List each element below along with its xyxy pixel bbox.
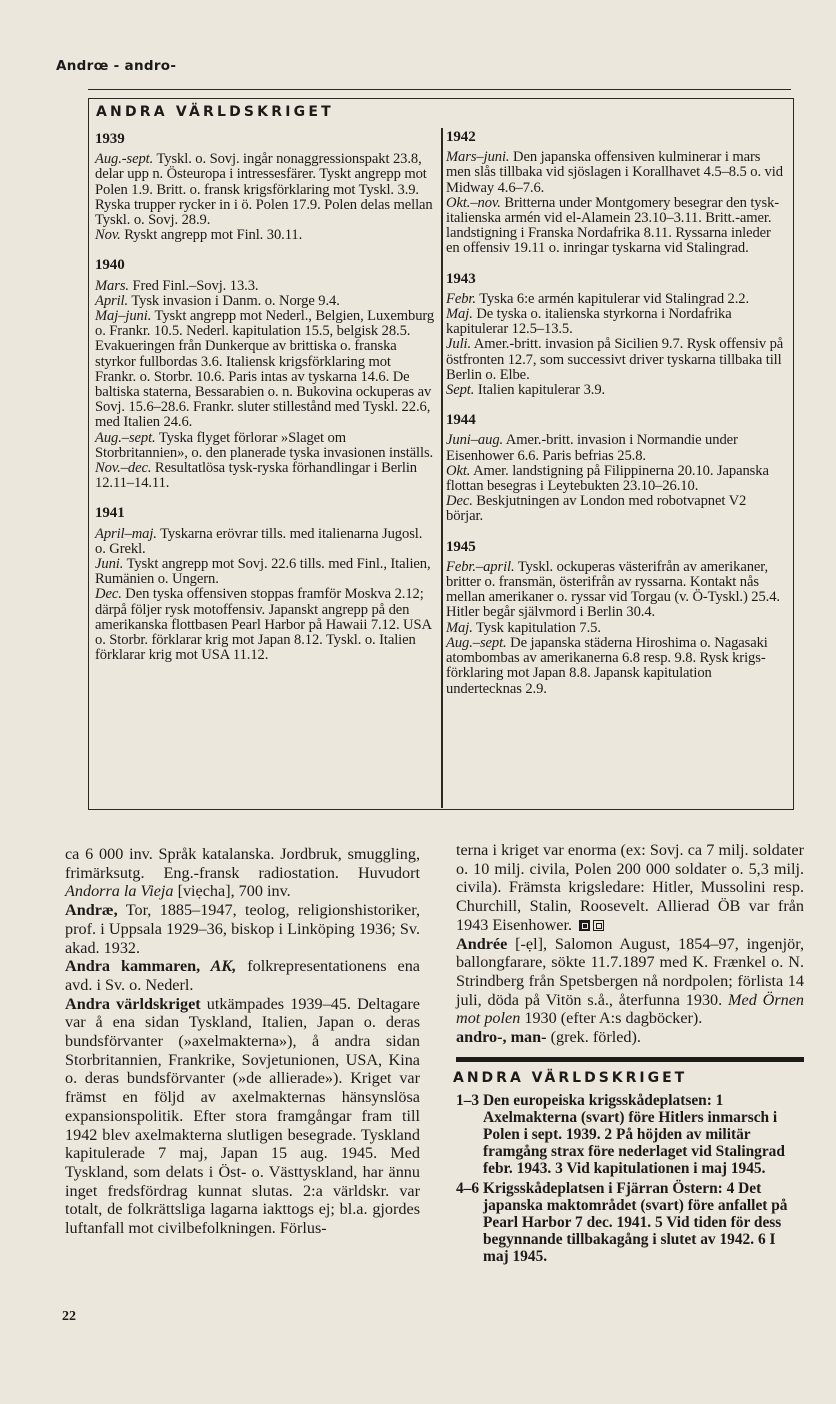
timeline-entry: [95, 294, 435, 309]
entry-andro: andro-, man- (grek. förled).: [456, 1028, 641, 1047]
timeline-entry: [446, 383, 784, 398]
timeline-entry: [446, 636, 784, 697]
timeline-event-text: Amer. landstigning på Filippinerna 20.10. Japanska flottan besegras i Leytebukten 23.10–26.10.: [446, 462, 769, 495]
timeline-entry: [95, 527, 435, 557]
timeline-entry: [446, 464, 784, 494]
year-gap: [446, 398, 784, 413]
timeline-event-text: Italien kapitulerar 3.9.: [474, 382, 606, 399]
timeline-period-label: Nov.: [95, 227, 121, 244]
timeline-period-label: Febr.: [446, 290, 476, 307]
timeline-period-label: Maj.: [446, 619, 473, 636]
timeline-event-text: De tyska o. italienska styrkorna i Nordafrika kapitulerar 12.5–13.5.: [446, 306, 732, 338]
timeline-event-text: Beskjutningen av London med robotvapnet V2 börjar.: [446, 493, 747, 525]
headword: Andra världskriget: [65, 994, 201, 1013]
timeline-period-label: Aug.–sept.: [95, 429, 156, 446]
timeline-period-label: Okt.: [446, 462, 471, 479]
timeline-entry: [95, 152, 435, 228]
year-gap: [95, 243, 435, 258]
timeline-event-text: Tyska flyget förlorar »Slaget om Storbritannien», o. den planerade tyska invasionen inställs.: [95, 429, 434, 461]
caption-rule: [456, 1057, 804, 1062]
article-right-column: [453, 841, 804, 1269]
timeline-event-text: Amer.-britt. invasion i Normandie under Eisenhower 6.6. Paris befrias 25.8.: [446, 432, 738, 464]
timeline-entry: [446, 196, 784, 257]
timeline-event-text: Resultatlösa tysk-ryska förhandlingar i Berlin 12.11–14.11.: [95, 460, 418, 492]
timeline-entry: [95, 587, 435, 663]
entry-andra-varldskriget-continued: terna i kriget var enorma (ex: Sovj. ca 7 milj. soldater o. 10 milj. civila, Polen 200 000 soldater o. 5,3 milj. civila). Främsta krigsledare: Hitler, Mussolini resp. Churchill, Stalin, Roosevelt. Allierad ÖB var från 1943 Eisenhower.: [456, 841, 804, 934]
timeline-event-text: Tysk invasion i Danm. o. Norge 9.4.: [128, 292, 340, 309]
running-head: Andrœ - andro-: [56, 58, 177, 74]
timeline-year: 1942: [446, 129, 476, 145]
entry-andree: Andrée [-ẹl], Salomon August, 1854–97, ingenjör, ballongfarare, sökte 11.7.1897 med K. Frænkel o. N. Strindberg från Spetsbergen nå nordpolen; förlista 14 juli, döda på Vitön s.å., återfunna 1930. Med Örnen mot polen 1930 (efter A:s dagböcker).: [456, 934, 804, 1028]
article-left-column: [65, 845, 420, 1238]
timeline-period-label: Nov.–dec.: [95, 460, 152, 477]
header-rule: [88, 89, 791, 90]
timeline-right-column: [446, 130, 784, 697]
timeline-title: ANDRA VÄRLDSKRIGET: [96, 104, 334, 120]
timeline-event-text: Fred Finl.–Sovj. 13.3.: [128, 277, 259, 294]
timeline-entry: [95, 461, 435, 491]
timeline-entry: [446, 560, 784, 621]
timeline-period-label: Dec.: [446, 493, 473, 510]
year-gap: [446, 525, 784, 540]
andorra-continuation: ca 6 000 inv. Språk katalanska. Jordbruk, smuggling, frimärksutg. Eng.-fransk radiostation. Huvudort Andorra la Vieja [viẹcha], 700 inv.: [65, 845, 420, 901]
timeline-entry: [95, 557, 435, 587]
timeline-year: 1944: [446, 412, 476, 429]
timeline-entry: [95, 228, 435, 243]
timeline-event-text: Britterna under Montgomery besegrar den tysk-italienska armén vid el-Alamein 23.10–3.11. Britt.-amer. landstigning i Franska Nordafrika 8.11. Ryssarna inleder en offensiv 19.11 o. inringar tyskarna vid Stalingrad.: [446, 194, 780, 257]
timeline-period-label: April–maj.: [95, 525, 157, 542]
timeline-column-divider: [441, 128, 443, 808]
timeline-event-text: Den japanska offensiven kulminerar i mars men slås tillbaka vid sjöslagen i Korallhavet 4.5–8.5 o. vid Midway 4.6–7.6.: [446, 149, 783, 196]
timeline-entry: [95, 309, 435, 431]
timeline-period-label: Maj–juni.: [95, 308, 152, 325]
timeline-period-label: Febr.–april.: [446, 558, 515, 575]
timeline-period-label: Juni.: [95, 556, 124, 573]
timeline-event-text: Tysk kapitulation 7.5.: [472, 619, 601, 636]
timeline-event-text: Tyskt angrepp mot Sovj. 22.6 tills. med Finl., Italien, Rumänien o. Ungern.: [95, 556, 431, 588]
timeline-left-column: [95, 132, 435, 664]
timeline-period-label: Sept.: [446, 382, 475, 399]
timeline-period-label: April.: [95, 292, 129, 309]
timeline-entry: [95, 431, 435, 461]
timeline-event-text: Tyskarna erövrar tills. med italienarna Jugosl. o. Grekl.: [95, 525, 423, 557]
entry-andra-kammaren: Andra kammaren, AK, folkrepresentationens ena avd. i Sv. o. Nederl.: [65, 957, 420, 994]
timeline-entry: [446, 494, 784, 524]
timeline-entry: [446, 307, 784, 337]
timeline-year: 1943: [446, 270, 476, 287]
headword: andro-, man-: [456, 1028, 547, 1047]
timeline-event-text: Den tyska offensiven stoppas framför Moskva 2.12; därpå följer rysk motoffensiv. Japanskt angrepp på den amerikanska flottbasen Pearl Harbor på Hawaii 7.12. USA o. Storbr. förklarar krig mot Japan 8.12. Tyskl. o. Italien förklarar krig mot USA 11.12.: [95, 586, 432, 664]
entry-andra-varldskriget: Andra världskriget utkämpades 1939–45. Deltagare var å ena sidan Tyskland, Italien, Japan o. deras bundsförvanter (»axelmakterna»), å andra sidan Storbritannien, Frankrike, Sovjetunionen, USA, Kina o. deras bundsförvanter (»de allierade»). Kriget var främst en följd av axelmakternas hänsynslösa expansionspolitik. Efter stora framgångar fram till 1942 blev axelmakterna slutligen besegrade. Tyskland kapitulerade 7 maj, Japan 15 aug. 1945. Med Tyskland, som delats i Öst- o. Västtyskland, har ännu inget fredsfördrag kunnat slutas. 2:a världskr. var totalt, de folkrättsliga lagarna iakttogs ej; bl.a. gjordes luftanfall mot civilbefolkningen. Förlus-: [65, 994, 420, 1238]
timeline-event-text: Ryskt angrepp mot Finl. 30.11.: [120, 227, 303, 244]
headword: Andra kammaren,: [65, 957, 201, 976]
entry-andrae: Andræ, Tor, 1885–1947, teolog, religionshistoriker, prof. i Uppsala 1929–36, biskop i Linköping 1936; Sv. akad. 1932.: [65, 901, 420, 957]
timeline-entry: [446, 621, 784, 636]
timeline-period-label: Aug.-sept.: [95, 151, 154, 168]
timeline-period-label: Aug.–sept.: [446, 634, 507, 651]
timeline-entry: [446, 433, 784, 463]
caption-maps-1-3: 1–3 Den europeiska krigsskådeplatsen: 1 Axelmakterna (svart) före Hitlers inmarsch i Polen i sept. 1939. 2 På höjden av militär framgång strax före nederlaget vid Stalingrad febr. 1943. 3 Vid kapitulationen i maj 1945.: [456, 1092, 785, 1177]
map-reference-icon: [579, 920, 590, 931]
year-gap: [446, 257, 784, 272]
timeline-period-label: Juli.: [446, 336, 472, 353]
timeline-year: 1945: [446, 538, 476, 555]
timeline-period-label: Dec.: [95, 586, 122, 603]
timeline-period-label: Juni–aug.: [446, 432, 504, 449]
timeline-period-label: Okt.–nov.: [446, 194, 501, 211]
page-number: 22: [62, 1309, 76, 1324]
headword: Andrée: [456, 934, 508, 953]
timeline-event-text: Tyska 6:e armén kapitulerar vid Stalingrad 2.2.: [475, 290, 750, 307]
timeline-year: 1940: [95, 257, 125, 274]
timeline-entry: [446, 150, 784, 196]
caption-maps-4-6: 4–6 Krigsskådeplatsen i Fjärran Östern: 4 Det japanska maktområdet (svart) före anfallet på Pearl Harbor 7 dec. 1941. 5 Vid tiden för dess begynnande tillbakagång i slutet av 1942. 6 I maj 1945.: [456, 1180, 788, 1265]
timeline-event-text: Tyskl. o. Sovj. ingår nonaggressionspakt 23.8, delar upp n. Östeuropa i intressesfärer. Tyskt angrepp mot Polen 1.9. Britt. o. fransk krigsförklaring mot Tyskl. 3.9. Ryska trupper rycker in i ö. Polen 17.9. Polen delas mellan Tyskl. o. Sovj. 28.9.: [95, 151, 433, 229]
timeline-year: 1941: [95, 505, 125, 522]
timeline-entry: [446, 292, 784, 307]
timeline-event-text: De japanska städerna Hiroshima o. Nagasaki atombombas av amerikanerna 6.8 resp. 9.8. Rysk krigsförklaring mot Japan 8.8. Japansk kapitulation undertecknas 2.9.: [446, 634, 768, 697]
timeline-period-label: Mars.: [95, 277, 129, 294]
timeline-period-label: Maj.: [446, 306, 473, 323]
headword: Andræ,: [65, 901, 118, 920]
image-reference-icon: [593, 920, 604, 931]
year-gap: [95, 491, 435, 506]
timeline-period-label: Mars–juni.: [446, 149, 510, 166]
timeline-entry: [446, 337, 784, 383]
timeline-event-text: Tyskl. ockuperas västerifrån av amerikaner, britter o. fransmän, österifrån av ryssarna. Kontakt nås mellan amerikaner o. ryssar vid Torgau (v. Ö-Tyskl.) 25.4. Hitler begår självmord i Berlin 30.4.: [446, 558, 780, 621]
timeline-event-text: Tyskt angrepp mot Nederl., Belgien, Luxemburg o. Frankr. 10.5. Nederl. kapitulation 15.5, belgisk 28.5. Evakueringen från Dunkerque av brittiska o. franska styrkor fullbordas 3.6. Italiensk krigsförklaring mot Frankr. o. Storbr. 10.6. Paris intas av tyskarna 14.6. De baltiska staterna, Bessarabien o. n. Bukovina ockuperas av Sovj. 15.6–28.6. Frankr. sluter stillestånd med Tyskl. 22.6, med Italien 24.6.: [95, 308, 435, 431]
timeline-entry: [95, 279, 435, 294]
timeline-year: 1939: [95, 131, 125, 147]
timeline-event-text: Amer.-britt. invasion på Sicilien 9.7. Rysk offensiv på östfronten 12.7, som successivt driver tyskarna tillbaka till Berlin o. Elbe.: [446, 336, 784, 383]
caption-title: ANDRA VÄRLDSKRIGET: [453, 1069, 688, 1086]
